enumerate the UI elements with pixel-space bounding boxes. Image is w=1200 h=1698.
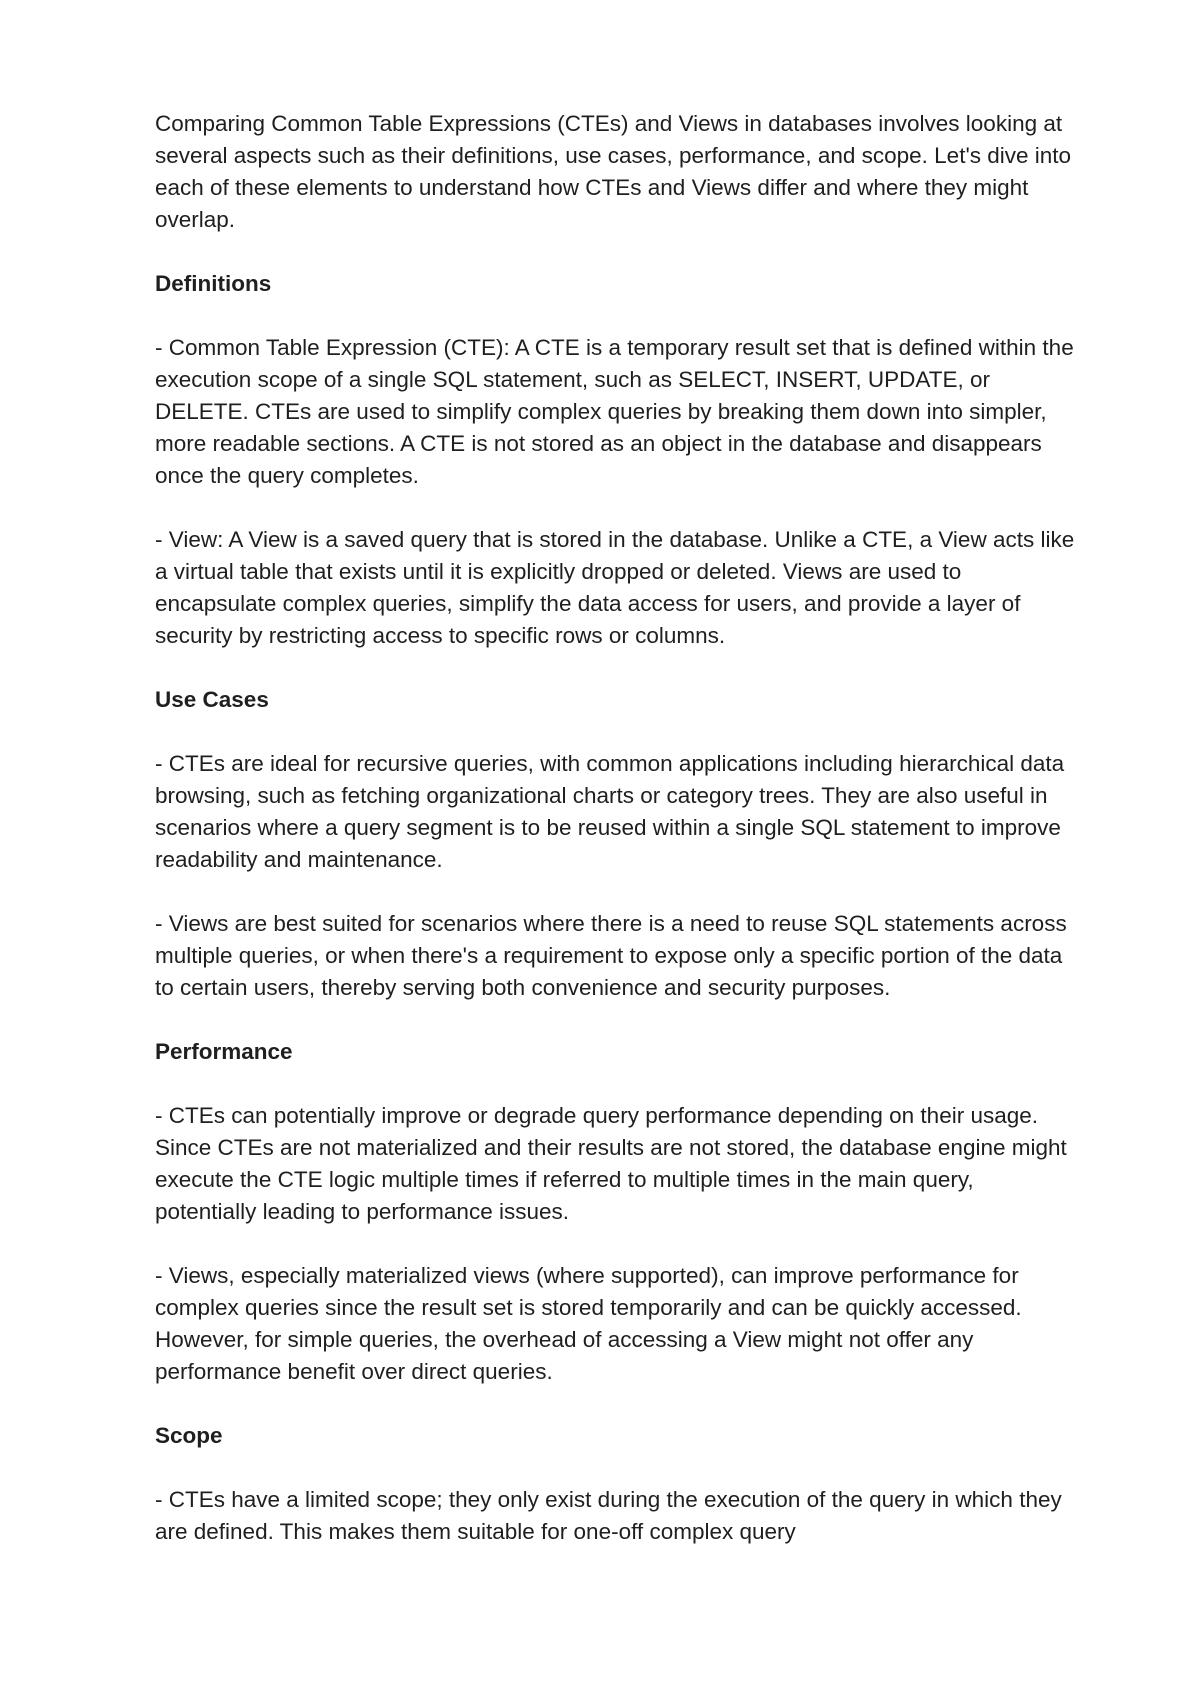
intro-paragraph: Comparing Common Table Expressions (CTEs) and Views in databases involves looking at several aspects such as their definitions, use cases, performance, and scope. Let's dive into each of these elements to understand how CTEs and Views differ and where they might overlap. <box>155 111 1072 232</box>
performance-heading: Performance <box>155 1039 293 1064</box>
definitions-heading: Definitions <box>155 271 272 296</box>
view-performance-paragraph: - Views, especially materialized views (where supported), can improve performance for complex queries since the result set is stored temporarily and can be quickly accessed. However, for simple queries, the overhead of accessing a View might not offer any performance benefit over direct queries. <box>155 1263 1022 1384</box>
cte-performance-paragraph: - CTEs can potentially improve or degrade query performance depending on their usage. Since CTEs are not materialized and their results are not stored, the database engine might execute the CTE logic multiple times if referred to multiple times in the main query, potentially leading to performance issues. <box>155 1103 1067 1224</box>
cte-definition-paragraph: - Common Table Expression (CTE): A CTE is a temporary result set that is defined within the execution scope of a single SQL statement, such as SELECT, INSERT, UPDATE, or DELETE. CTEs are used to simplify complex queries by breaking them down into simpler, more readable sections. A CTE is not stored as an object in the database and disappears once the query completes. <box>155 335 1074 488</box>
document-page <box>155 108 1075 1580</box>
view-use-cases-paragraph: - Views are best suited for scenarios where there is a need to reuse SQL statements across multiple queries, or when there's a requirement to expose only a specific portion of the data to certain users, thereby serving both convenience and security purposes. <box>155 911 1067 1000</box>
scope-heading: Scope <box>155 1423 223 1448</box>
cte-use-cases-paragraph: - CTEs are ideal for recursive queries, with common applications including hierarchical data browsing, such as fetching organizational charts or category trees. They are also useful in scenarios where a query segment is to be reused within a single SQL statement to improve readability and maintenance. <box>155 751 1065 872</box>
cte-scope-paragraph: - CTEs have a limited scope; they only exist during the execution of the query in which they are defined. This makes them suitable for one-off complex query <box>155 1487 1062 1544</box>
use-cases-heading: Use Cases <box>155 687 269 712</box>
view-definition-paragraph: - View: A View is a saved query that is stored in the database. Unlike a CTE, a View acts like a virtual table that exists until it is explicitly dropped or deleted. Views are used to encapsulate complex queries, simplify the data access for users, and provide a layer of security by restricting access to specific rows or columns. <box>155 527 1075 648</box>
